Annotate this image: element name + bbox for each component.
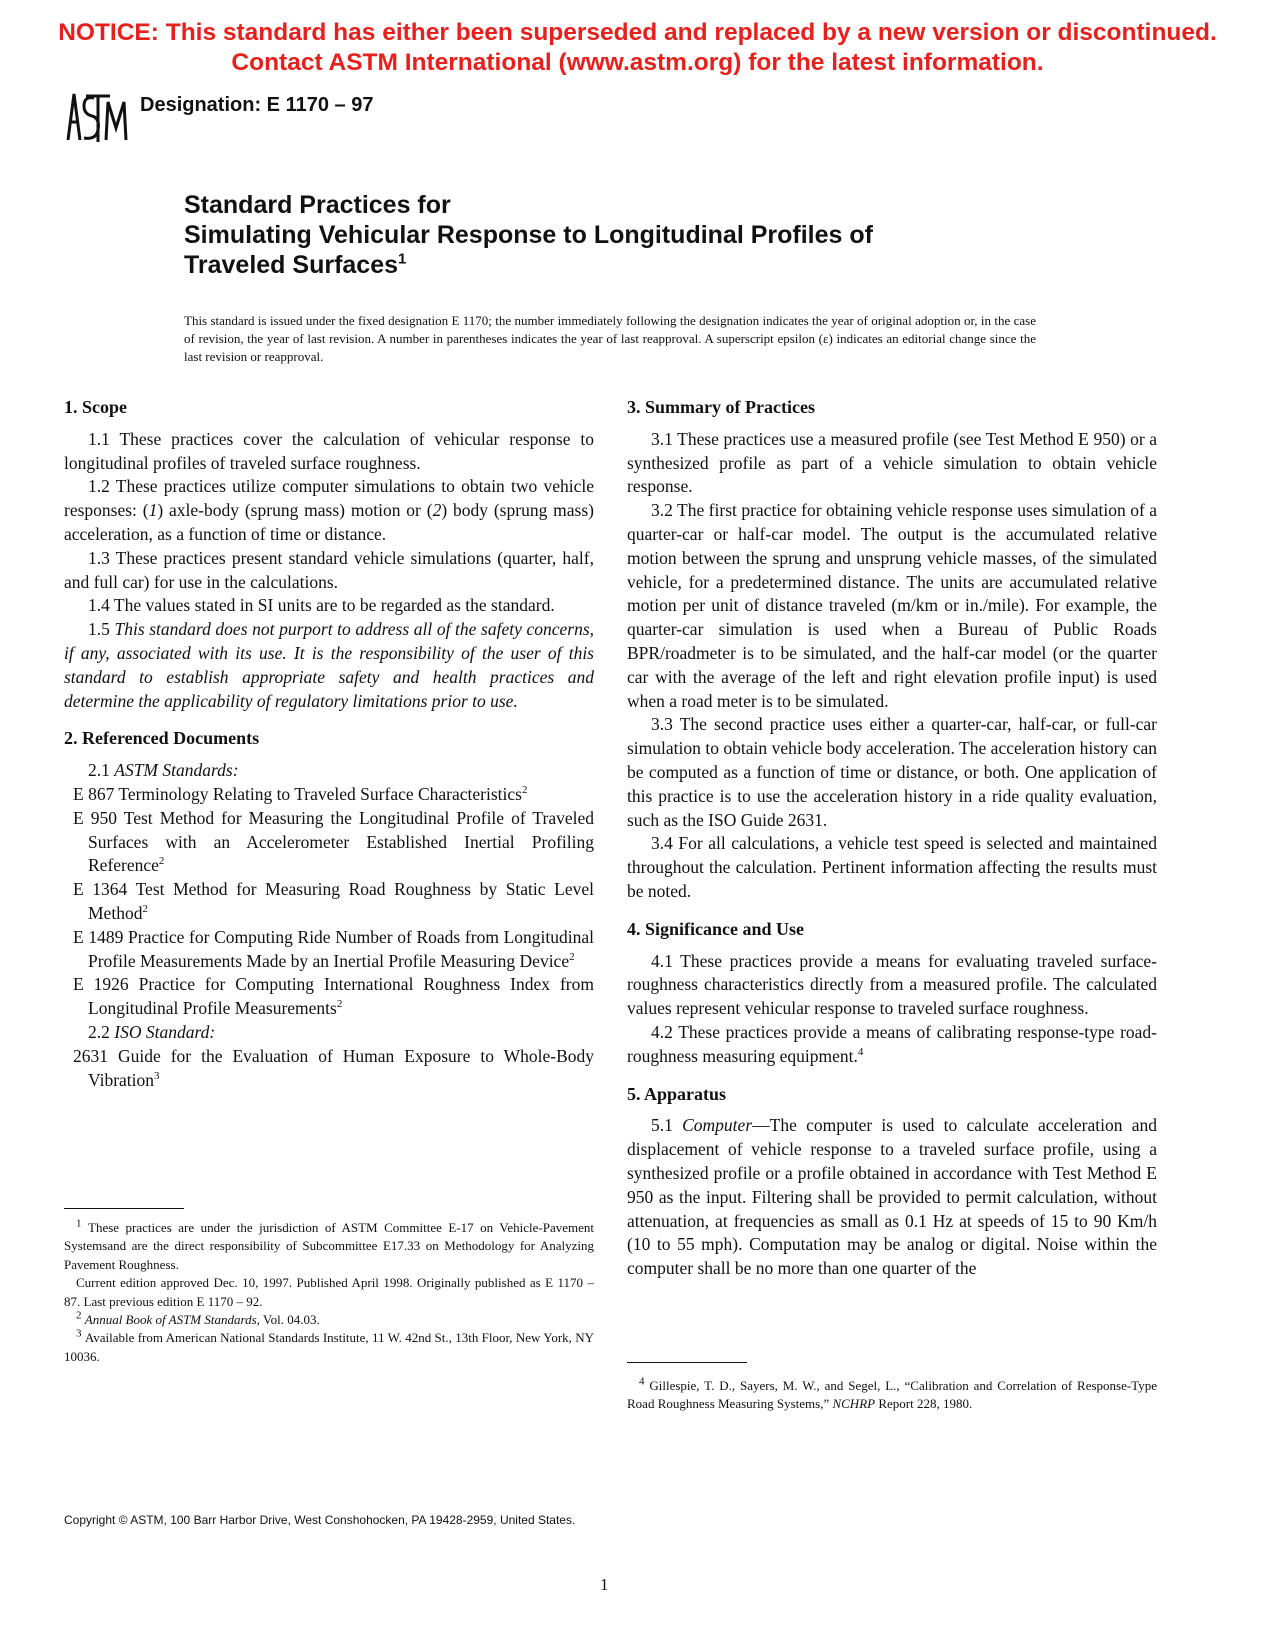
page-number: 1 [600, 1575, 609, 1594]
reference-item: E 867 Terminology Relating to Traveled Surface Characteristics$^2$ [73, 783, 528, 804]
para-4-1: 4.1 These practices provide a means for evaluating traveled surface-roughness characteristics directly from a measured profile. The calculated values represent vehicular response to traveled surface roughness. [627, 950, 1157, 1019]
notice-line-2: Contact ASTM International (www.astm.org) for the latest information. [231, 49, 1044, 76]
copyright-notice: Copyright © ASTM, 100 Barr Harbor Drive, West Conshohocken, PA 19428-2959, United States. [64, 1513, 576, 1527]
para-2-1: 2.1 ASTM Standards: [88, 760, 239, 781]
section-2-heading: 2. Referenced Documents [64, 728, 260, 749]
reference-item: E 1364 Test Method for Measuring Road Roughness by Static Level Method$^2$ [73, 879, 594, 923]
footnote-2: $^2$ Annual Book of ASTM Standards, Vol. 04.03. [76, 1309, 320, 1328]
footnote-rule [627, 1362, 747, 1363]
title-line-1: Standard Practices for [184, 191, 451, 219]
reference-item: E 1926 Practice for Computing International Roughness Index from Longitudinal Profile Measurements$^2$ [73, 974, 594, 1019]
para-3-2: 3.2 The first practice for obtaining vehicle response uses simulation of a quarter-car or half-car model. The output is the accumulated relative motion between the sprung and unsprung vehicle masses, of the simulated vehicle, for a predetermined distance. The units are accumulated relative motion per unit of distance traveled (m/km or in./mile). For example, the quarter-car simulation is used when a Bureau of Public Roads BPR/roadmeter is to be simulated, and the half-car model (or the quarter car with the average of the left and right elevation profile input) is used when a road meter is to be simulated. [627, 500, 1157, 711]
footnote-1: $^1$ These practices are under the jurisdiction of ASTM Committee E-17 on Vehicle-Pavement Systemsand are the direct responsibility of Subcommittee E17.33 on Methodology for Analyzing Pavement Roughness. [64, 1217, 594, 1272]
footnote-rule [64, 1208, 184, 1209]
section-5-heading: 5. Apparatus [627, 1083, 727, 1104]
para-1-1: 1.1 These practices cover the calculation of vehicular response to longitudinal profiles of traveled surface roughness. [64, 428, 594, 473]
para-5-1: 5.1 Computer—The computer is used to calculate acceleration and displacement of vehicle response to a traveled surface profile, using a synthesized profile or a profile obtained in accordance with Test Method E 950 as the input. Filtering shall be provided to permit calculation, without attenuation, at frequencies as small as 0.1 Hz at speeds of 15 to 90 Km/h (10 to 55 mph). Computation may be analog or digital. Noise within the computer shall be no more than one quarter of the [627, 1115, 1157, 1279]
left-footnotes [64, 1208, 594, 1366]
title-line-2: Simulating Vehicular Response to Longitudinal Profiles of [184, 221, 873, 249]
para-1-5: 1.5 This standard does not purport to address all of the safety concerns, if any, associated with its use. It is the responsibility of the user of this standard to establish appropriate safety and health practices and determine the applicability of regulatory limitations prior to use. [64, 619, 595, 711]
footnote-1b: Current edition approved Dec. 10, 1997. Published April 1998. Originally published as E 1170 – 87. Last previous edition E 1170 – 92. [64, 1275, 594, 1309]
designation: Designation: E 1170 – 97 [140, 94, 374, 116]
astm-logo-icon [64, 88, 130, 144]
issued-note: This standard is issued under the fixed designation E 1170; the number immediately following the designation indicates the year of original adoption or, in the case of revision, the year of last revision. A number in parentheses indicates the year of last reapproval. A superscript epsilon (ε) indicates an editorial change since the last revision or reapproval. [184, 313, 1036, 364]
section-4-heading: 4. Significance and Use [627, 918, 805, 939]
footnote-4: $^4$ Gillespie, T. D., Sayers, M. W., and Segel, L., “Calibration and Correlation of Response-Type Road Roughness Measuring Systems,” NCHRP Report 228, 1980. [627, 1375, 1157, 1412]
section-1-heading: 1. Scope [64, 397, 127, 417]
page-title [184, 190, 873, 280]
notice-banner [0, 18, 1275, 78]
reference-item: 2631 Guide for the Evaluation of Human Exposure to Whole-Body Vibration$^3$ [73, 1045, 594, 1090]
para-3-1: 3.1 These practices use a measured profile (see Test Method E 950) or a synthesized profile as part of a vehicle simulation to obtain vehicle response. [627, 428, 1157, 497]
para-1-2: 1.2 These practices utilize computer simulations to obtain two vehicle responses: (1) axle-body (sprung mass) motion or (2) body (sprung mass) acceleration, as a function of time or distance. [64, 476, 594, 544]
footnote-3: $^3$ Available from American National Standards Institute, 11 W. 42nd St., 13th Floor, New York, NY 10036. [64, 1328, 595, 1364]
reference-item: E 950 Test Method for Measuring the Longitudinal Profile of Traveled Surfaces with an Accelerometer Established Inertial Profiling Reference$^2$ [73, 807, 594, 876]
para-1-4: 1.4 The values stated in SI units are to be regarded as the standard. [88, 595, 555, 616]
para-4-2: 4.2 These practices provide a means of calibrating response-type road-roughness measuring equipment.$^4$ [627, 1021, 1157, 1066]
para-2-2: 2.2 ISO Standard: [88, 1021, 216, 1042]
left-column [64, 396, 594, 1092]
title-line-3: Traveled Surfaces [184, 251, 399, 279]
notice-line-1: NOTICE: This standard has either been superseded and replaced by a new version or discontinued. [58, 19, 1217, 46]
right-column [627, 396, 1157, 1281]
section-3-heading: 3. Summary of Practices [627, 397, 815, 417]
title-footnote-mark: 1 [398, 250, 407, 268]
para-3-3: 3.3 The second practice uses either a quarter-car, half-car, or full-car simulation to obtain vehicle body acceleration. The acceleration history can be computed as a function of time or distance, or both. One application of this practice is to use the acceleration history in a ride quality evaluation, such as the ISO Guide 2631. [627, 714, 1157, 830]
para-1-3: 1.3 These practices present standard vehicle simulations (quarter, half, and full car) for use in the calculations. [64, 547, 594, 592]
para-3-4: 3.4 For all calculations, a vehicle test speed is selected and maintained throughout the calculation. Pertinent information affecting the results must be noted. [627, 833, 1157, 901]
reference-item: E 1489 Practice for Computing Ride Number of Roads from Longitudinal Profile Measurements Made by an Inertial Profile Measuring Device$^2$ [73, 926, 594, 971]
right-footnotes [627, 1362, 1157, 1414]
